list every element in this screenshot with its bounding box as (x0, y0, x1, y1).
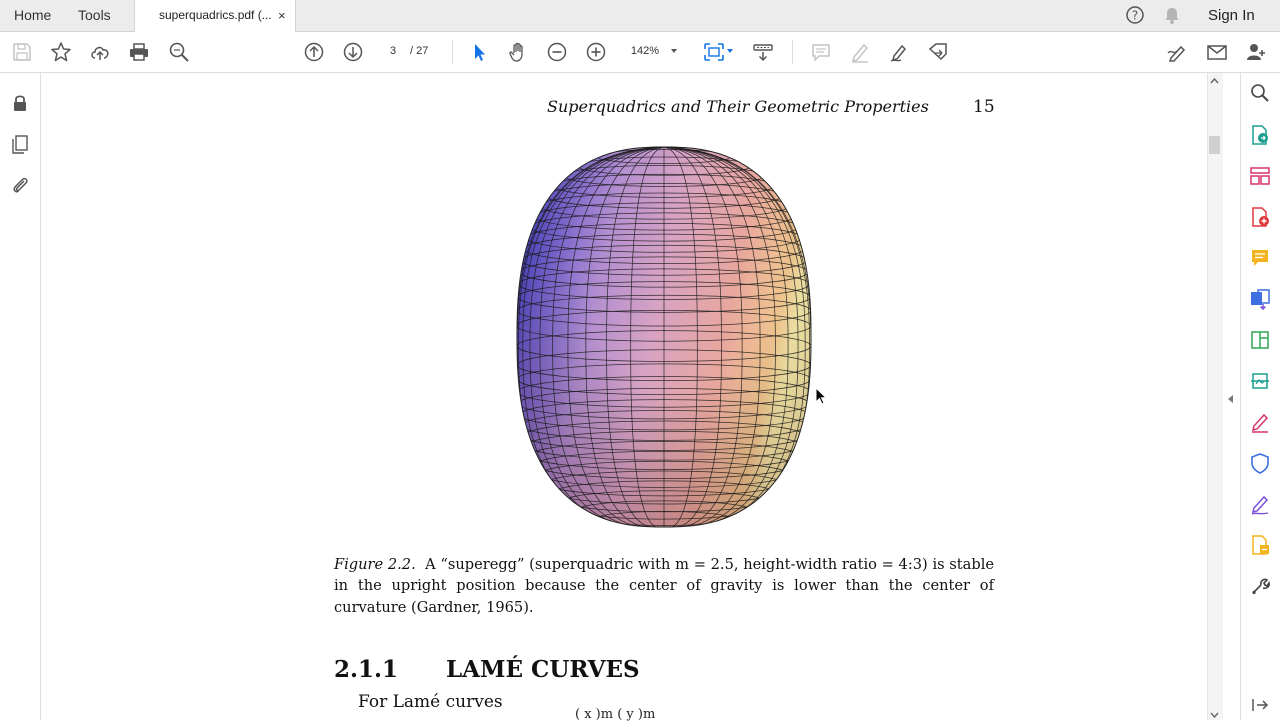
create-pdf-icon[interactable] (1249, 206, 1271, 228)
document-tab-title: superquadrics.pdf (... (159, 8, 272, 22)
page-number-input[interactable]: 3 (389, 45, 397, 57)
fit-page-icon[interactable] (703, 41, 725, 63)
section-title: LAMÉ CURVES (446, 656, 640, 683)
page-total: / 27 (410, 45, 429, 57)
comment-icon[interactable] (810, 41, 832, 63)
fit-dropdown-chevron-icon[interactable] (725, 46, 735, 56)
draw-tool-icon[interactable] (888, 41, 910, 63)
zoom-in-icon[interactable] (585, 41, 607, 63)
scroll-down-chevron-icon[interactable] (1209, 710, 1220, 720)
running-head: Superquadrics and Their Geometric Properties (547, 97, 929, 116)
home-nav[interactable]: Home (14, 7, 52, 23)
toolbar-divider (792, 40, 793, 64)
section-number: 2.1.1 (334, 656, 399, 683)
previous-page-icon[interactable] (303, 41, 325, 63)
equation-fragment: ( x )m ( y )m (575, 707, 656, 722)
organize-pages-icon[interactable] (1249, 165, 1271, 187)
hand-tool-icon[interactable] (507, 41, 529, 63)
search-zoom-icon[interactable] (168, 41, 190, 63)
send-for-signature-icon[interactable] (1249, 493, 1271, 515)
search-tools-icon[interactable] (1249, 82, 1271, 104)
combine-files-icon[interactable] (1249, 288, 1271, 310)
svg-text:?: ? (1131, 8, 1139, 23)
scroll-up-chevron-icon[interactable] (1209, 76, 1220, 86)
zoom-out-icon[interactable] (546, 41, 568, 63)
tools-nav[interactable]: Tools (78, 7, 111, 23)
scan-enhance-icon[interactable] (1249, 370, 1271, 392)
export-pdf-icon[interactable] (1249, 124, 1271, 146)
zoom-dropdown-chevron-icon[interactable] (669, 46, 679, 56)
figure-caption (334, 554, 994, 618)
vertical-scrollbar[interactable] (1207, 73, 1223, 720)
print-icon[interactable] (128, 41, 150, 63)
sign-pen-icon[interactable] (1166, 41, 1188, 63)
toolbar-divider (452, 40, 453, 64)
attachment-paperclip-icon[interactable] (9, 174, 31, 196)
select-cursor-icon[interactable] (469, 41, 491, 63)
expand-right-pane-icon[interactable] (1225, 392, 1237, 406)
bookmark-star-icon[interactable] (50, 41, 72, 63)
protect-shield-icon[interactable] (1249, 452, 1271, 474)
upload-cloud-icon[interactable] (89, 41, 111, 63)
caption-text: A “superegg” (superquadric with m = 2.5, height-width ratio = 4:3) is stable in the upright position because the center of gravity is lower than the center of curvature (Gardner, 1965). (334, 556, 995, 616)
help-icon[interactable] (1125, 5, 1145, 25)
scrollbar-thumb[interactable] (1209, 136, 1220, 154)
stamp-tag-icon[interactable] (927, 41, 949, 63)
next-page-icon[interactable] (342, 41, 364, 63)
fill-sign-icon[interactable] (1249, 411, 1271, 433)
zoom-level-select[interactable]: 142% (630, 45, 660, 57)
body-text-line: For Lamé curves (358, 692, 503, 712)
lock-icon[interactable] (9, 92, 31, 114)
superegg-figure (513, 144, 815, 530)
save-icon[interactable] (11, 41, 33, 63)
left-navigation-pane (0, 73, 41, 720)
figure-label: Figure 2.2. (334, 556, 416, 573)
edit-pdf-icon[interactable] (1249, 329, 1271, 351)
export-file-icon[interactable] (1249, 534, 1271, 556)
highlight-pen-icon[interactable] (849, 41, 871, 63)
add-user-icon[interactable] (1245, 41, 1267, 63)
more-tools-wrench-icon[interactable] (1249, 575, 1271, 597)
document-tab[interactable] (134, 0, 296, 32)
close-tab-button[interactable]: × (278, 8, 286, 23)
mouse-cursor-icon (815, 387, 829, 407)
page-number: 15 (973, 97, 995, 117)
email-icon[interactable] (1206, 41, 1228, 63)
page-thumbnails-icon[interactable] (9, 133, 31, 155)
comment-tool-icon[interactable] (1249, 247, 1271, 269)
sign-in-button[interactable]: Sign In (1208, 7, 1255, 24)
bell-icon[interactable] (1162, 5, 1182, 25)
collapse-tools-pane-icon[interactable] (1249, 694, 1271, 716)
scroll-mode-icon[interactable] (752, 41, 774, 63)
